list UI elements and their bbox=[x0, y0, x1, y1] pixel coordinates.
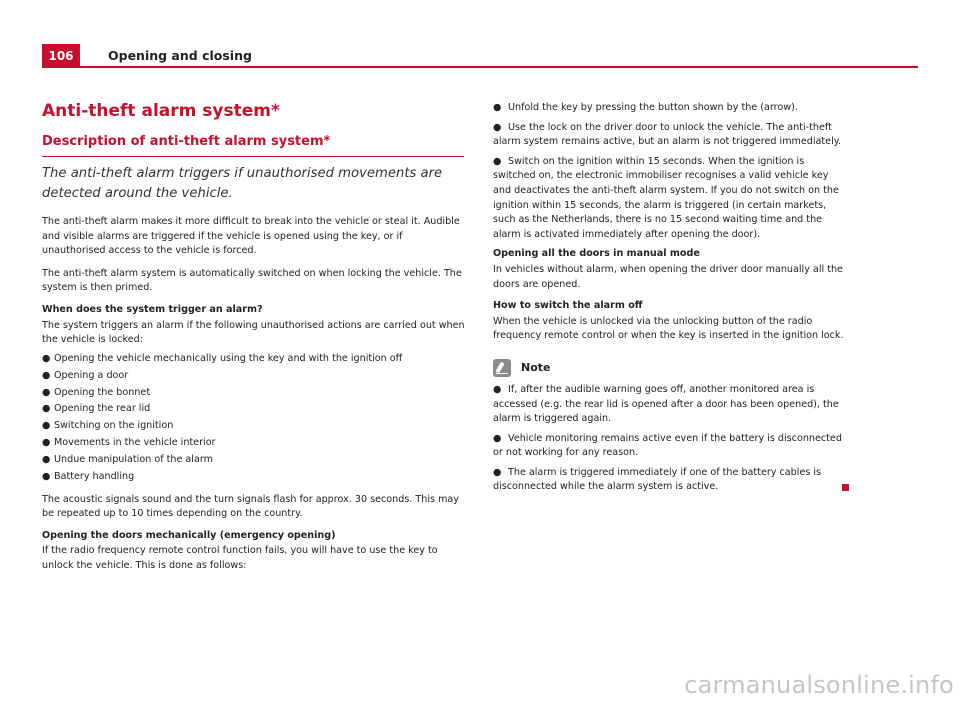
bullet: ● bbox=[42, 386, 51, 398]
section-title: Opening and closing bbox=[108, 48, 252, 63]
bullet: ● bbox=[493, 121, 502, 133]
paragraph: The system triggers an alarm if the following unauthorised actions are carried out when the vehicle is locked: bbox=[42, 319, 465, 346]
bullet: ● bbox=[42, 420, 51, 432]
trigger-list bbox=[42, 352, 466, 485]
bullet: ● bbox=[42, 454, 51, 466]
list-item: ● Switching on the ignition bbox=[42, 419, 466, 434]
subheading: Opening all the doors in manual mode bbox=[493, 248, 700, 260]
list-item: ● Switch on the ignition within 15 seconds. When the ignition is switched on, the electronic immobiliser recognises a valid vehicle key and deactivates the anti-theft alarm system. If you do not switch on the ignition within 15 seconds, the alarm is triggered (in certain markets, such as the Netherlands, there is no 15 second waiting time and the alarm is activated immediately after opening the door). bbox=[493, 155, 839, 240]
bullet: ● bbox=[493, 155, 502, 167]
subheading: Opening the doors mechanically (emergency opening) bbox=[42, 529, 336, 541]
note-header bbox=[493, 358, 849, 378]
subheading: How to switch the alarm off bbox=[493, 300, 643, 312]
bullet: ● bbox=[42, 437, 51, 449]
list-item: ● Opening the vehicle mechanically using the key and with the ignition off bbox=[42, 352, 466, 367]
watermark: carmanualsonline.info bbox=[684, 671, 954, 699]
paragraph: If the radio frequency remote control function fails, you will have to use the key to unlock the vehicle. This is done as follows: bbox=[42, 545, 438, 571]
note-list bbox=[493, 383, 849, 495]
bullet: ● bbox=[42, 352, 51, 364]
list-item: ● Unfold the key by pressing the button shown by the (arrow). bbox=[493, 101, 849, 116]
right-column bbox=[493, 97, 849, 500]
list-item: ● Battery handling bbox=[42, 470, 466, 485]
paragraph: The anti-theft alarm system is automatically switched on when locking the vehicle. The system is then primed. bbox=[42, 267, 462, 294]
paragraph: In vehicles without alarm, when opening the driver door manually all the doors are opened. bbox=[493, 263, 843, 290]
paragraph: When the vehicle is unlocked via the unlocking button of the radio frequency remote control or when the key is inserted in the ignition lock. bbox=[493, 315, 844, 342]
page-number: 106 bbox=[42, 44, 80, 68]
list-item: ● Opening the bonnet bbox=[42, 386, 466, 401]
list-item: ● The alarm is triggered immediately if one of the battery cables is disconnected while the alarm system is active. bbox=[493, 466, 849, 495]
bullet: ● bbox=[493, 102, 502, 113]
subheading: When does the system trigger an alarm? bbox=[42, 303, 263, 315]
left-column bbox=[42, 100, 466, 574]
paragraph: The anti-theft alarm makes it more difficult to break into the vehicle or steal it. Audible and visible alarms are triggered if the vehicle is opened using the key, or if unauthorised access to the vehicle is forced. bbox=[42, 216, 460, 257]
end-of-section-mark bbox=[842, 484, 849, 491]
bullet: ● bbox=[42, 403, 51, 415]
section-subtitle: Description of anti-theft alarm system* bbox=[42, 133, 464, 157]
header-rule bbox=[80, 66, 918, 68]
paragraph: The acoustic signals sound and the turn signals flash for approx. 30 seconds. This may be repeated up to 10 times depending on the country. bbox=[42, 493, 459, 520]
list-item: ● Opening a door bbox=[42, 369, 466, 384]
list-item: ● Vehicle monitoring remains active even if the battery is disconnected or not working for any reason. bbox=[493, 432, 842, 459]
note-icon bbox=[493, 359, 511, 377]
page-title: Anti-theft alarm system* bbox=[42, 101, 280, 121]
bullet: ● bbox=[42, 369, 51, 381]
bullet: ● bbox=[42, 470, 51, 482]
steps-list bbox=[493, 101, 849, 242]
list-item: ● Use the lock on the driver door to unlock the vehicle. The anti-theft alarm system remains active, but an alarm is not triggered immediately. bbox=[493, 121, 842, 148]
bullet: ● bbox=[493, 383, 502, 395]
list-item: ● Opening the rear lid bbox=[42, 402, 466, 417]
intro-text: The anti-theft alarm triggers if unauthorised movements are detected around the vehicle. bbox=[42, 166, 443, 201]
note-label: Note bbox=[521, 360, 551, 374]
bullet: ● bbox=[493, 432, 502, 444]
bullet: ● bbox=[493, 466, 502, 478]
list-item: ● If, after the audible warning goes off, another monitored area is accessed (e.g. the rear lid is opened after a door has been opened), the alarm is triggered again. bbox=[493, 383, 839, 425]
list-item: ● Undue manipulation of the alarm bbox=[42, 453, 466, 468]
list-item: ● Movements in the vehicle interior bbox=[42, 436, 466, 451]
